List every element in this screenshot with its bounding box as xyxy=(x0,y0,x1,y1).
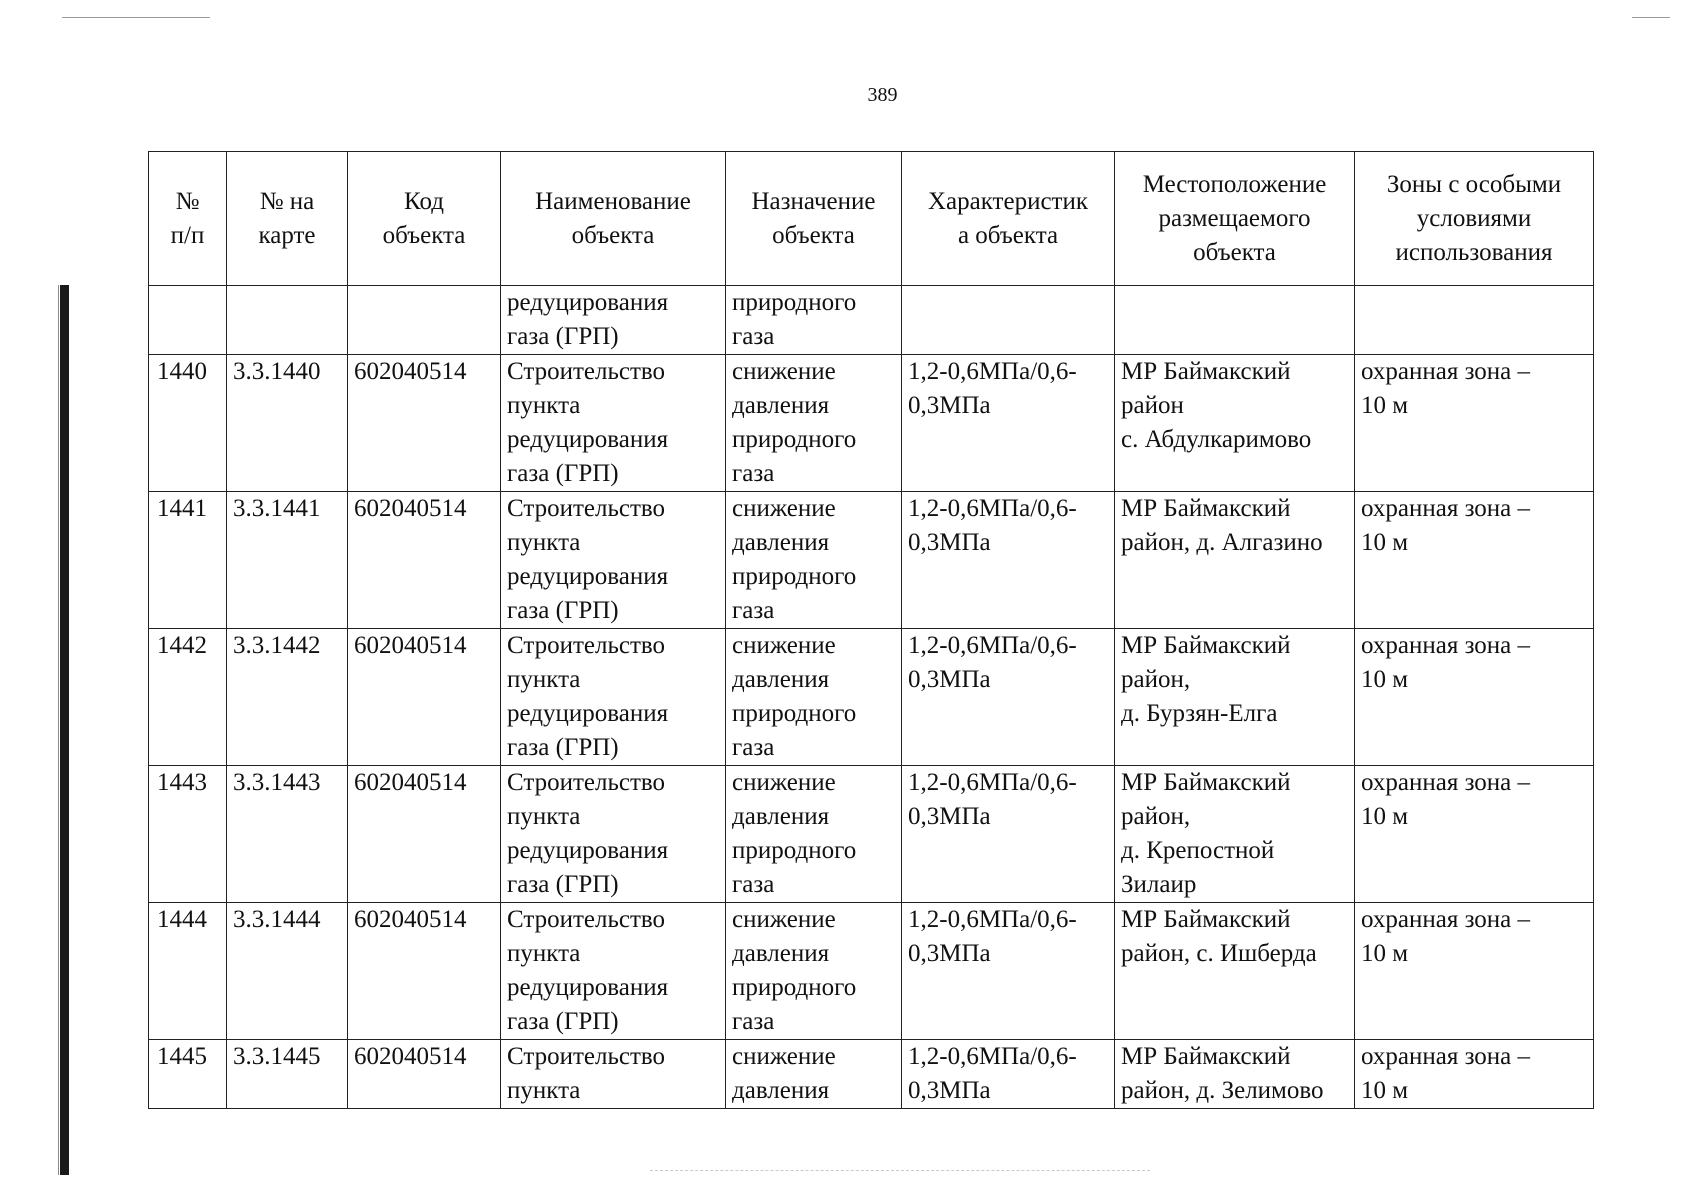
cell-special-zones: охранная зона – 10 м xyxy=(1355,903,1594,1040)
cell-object-spec xyxy=(902,286,1115,355)
cell-row-number: 1440 xyxy=(149,355,227,492)
cell-object-purpose: снижение давления природного газа xyxy=(726,629,902,766)
page-number: 389 xyxy=(867,84,898,106)
cell-map-number: 3.3.1442 xyxy=(227,629,348,766)
cell-map-number xyxy=(227,286,348,355)
cell-special-zones: охранная зона – 10 м xyxy=(1355,629,1594,766)
table-row-continuation xyxy=(149,286,1594,355)
cell-map-number: 3.3.1443 xyxy=(227,766,348,903)
cell-object-location: МР Баймакский район, с. Ишберда xyxy=(1115,903,1355,1040)
cell-row-number: 1441 xyxy=(149,492,227,629)
cell-object-location: МР Баймакский район с. Абдулкаримово xyxy=(1115,355,1355,492)
cell-object-name: Строительство пункта редуцирования газа (ГРП) xyxy=(501,629,726,766)
cell-map-number: 3.3.1441 xyxy=(227,492,348,629)
cell-object-spec: 1,2-0,6МПа/0,6- 0,3МПа xyxy=(902,355,1115,492)
scan-edge-line xyxy=(650,1170,1150,1172)
cell-object-code: 602040514 xyxy=(348,492,501,629)
scan-edge-line xyxy=(1632,17,1670,18)
cell-object-name: Строительство пункта редуцирования газа (ГРП) xyxy=(501,766,726,903)
table-row xyxy=(149,629,1594,766)
binding-shadow xyxy=(58,285,59,1175)
table-row xyxy=(149,766,1594,903)
table-row xyxy=(149,492,1594,629)
cell-object-code: 602040514 xyxy=(348,629,501,766)
header-object-spec: Характеристик а объекта xyxy=(902,152,1115,286)
cell-map-number: 3.3.1444 xyxy=(227,903,348,1040)
cell-object-code: 602040514 xyxy=(348,903,501,1040)
cell-object-code xyxy=(348,286,501,355)
header-object-code: Код объекта xyxy=(348,152,501,286)
cell-object-name: Строительство пункта редуцирования газа (ГРП) xyxy=(501,355,726,492)
cell-row-number: 1445 xyxy=(149,1040,227,1109)
cell-object-purpose: снижение давления природного газа xyxy=(726,355,902,492)
cell-object-location xyxy=(1115,286,1355,355)
cell-object-purpose: снижение давления природного газа xyxy=(726,766,902,903)
cell-object-spec: 1,2-0,6МПа/0,6- 0,3МПа xyxy=(902,903,1115,1040)
cell-object-location: МР Баймакский район, д. Зелимово xyxy=(1115,1040,1355,1109)
header-special-zones: Зоны с особыми условиями использования xyxy=(1355,152,1594,286)
cell-special-zones xyxy=(1355,286,1594,355)
cell-row-number: 1443 xyxy=(149,766,227,903)
header-row-number: № п/п xyxy=(149,152,227,286)
cell-object-location: МР Баймакский район, д. Бурзян-Елга xyxy=(1115,629,1355,766)
header-object-name: Наименование объекта xyxy=(501,152,726,286)
header-object-purpose: Назначение объекта xyxy=(726,152,902,286)
cell-object-spec: 1,2-0,6МПа/0,6- 0,3МПа xyxy=(902,1040,1115,1109)
cell-special-zones: охранная зона – 10 м xyxy=(1355,355,1594,492)
cell-object-name: Строительство пункта xyxy=(501,1040,726,1109)
cell-special-zones: охранная зона – 10 м xyxy=(1355,492,1594,629)
cell-object-purpose: снижение давления xyxy=(726,1040,902,1109)
registry-table xyxy=(148,151,1594,1109)
cell-map-number: 3.3.1445 xyxy=(227,1040,348,1109)
cell-object-name: Строительство пункта редуцирования газа (ГРП) xyxy=(501,903,726,1040)
cell-object-purpose: снижение давления природного газа xyxy=(726,492,902,629)
cell-object-name: редуцирования газа (ГРП) xyxy=(501,286,726,355)
cell-special-zones: охранная зона – 10 м xyxy=(1355,766,1594,903)
cell-object-code: 602040514 xyxy=(348,355,501,492)
table-row xyxy=(149,355,1594,492)
table-row xyxy=(149,1040,1594,1109)
scan-edge-line xyxy=(62,17,210,18)
cell-object-purpose: природного газа xyxy=(726,286,902,355)
cell-object-location: МР Баймакский район, д. Крепостной Зилаир xyxy=(1115,766,1355,903)
binding-shadow xyxy=(60,285,69,1175)
cell-row-number: 1442 xyxy=(149,629,227,766)
cell-object-code: 602040514 xyxy=(348,766,501,903)
cell-object-spec: 1,2-0,6МПа/0,6- 0,3МПа xyxy=(902,492,1115,629)
cell-object-name: Строительство пункта редуцирования газа (ГРП) xyxy=(501,492,726,629)
cell-map-number: 3.3.1440 xyxy=(227,355,348,492)
cell-special-zones: охранная зона – 10 м xyxy=(1355,1040,1594,1109)
cell-object-code: 602040514 xyxy=(348,1040,501,1109)
cell-row-number: 1444 xyxy=(149,903,227,1040)
cell-object-purpose: снижение давления природного газа xyxy=(726,903,902,1040)
cell-row-number xyxy=(149,286,227,355)
table-row xyxy=(149,903,1594,1040)
header-map-number: № на карте xyxy=(227,152,348,286)
header-object-location: Местоположение размещаемого объекта xyxy=(1115,152,1355,286)
cell-object-location: МР Баймакский район, д. Алгазино xyxy=(1115,492,1355,629)
table-header-row xyxy=(149,152,1594,286)
cell-object-spec: 1,2-0,6МПа/0,6- 0,3МПа xyxy=(902,766,1115,903)
cell-object-spec: 1,2-0,6МПа/0,6- 0,3МПа xyxy=(902,629,1115,766)
